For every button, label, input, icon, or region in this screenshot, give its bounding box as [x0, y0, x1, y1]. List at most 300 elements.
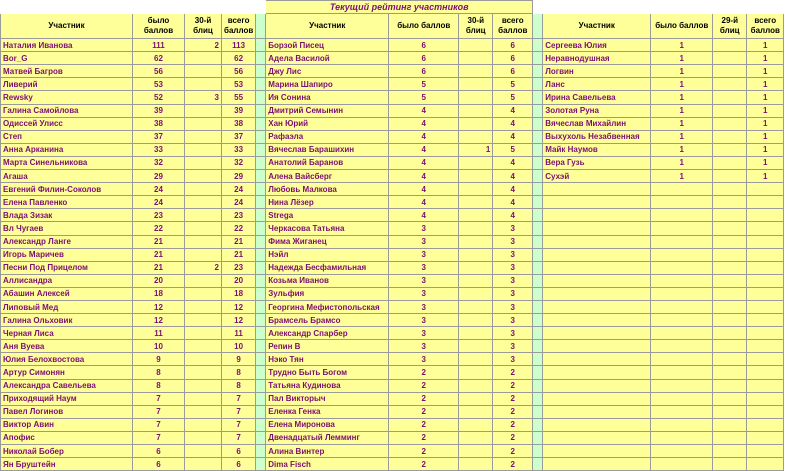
participant-name: Неравнодушная	[543, 52, 651, 65]
previous-points: 5	[389, 78, 459, 91]
previous-points: 4	[389, 209, 459, 222]
previous-points: 2	[389, 379, 459, 392]
column-separator	[533, 300, 543, 313]
blitz-points	[459, 196, 493, 209]
blitz-points	[459, 274, 493, 287]
blitz-points: 2	[185, 261, 222, 274]
previous-points	[651, 379, 713, 392]
previous-points: 3	[389, 300, 459, 313]
previous-points: 21	[133, 261, 185, 274]
column-separator	[256, 14, 266, 39]
blitz-points	[185, 445, 222, 458]
participant-name: Нэко Тян	[266, 353, 389, 366]
previous-points	[651, 366, 713, 379]
table-row	[1, 431, 784, 444]
blitz-points	[713, 314, 747, 327]
participant-name: Артур Симонян	[1, 366, 133, 379]
previous-points	[651, 405, 713, 418]
table-row	[1, 261, 784, 274]
blitz-points	[459, 248, 493, 261]
blitz-points	[185, 78, 222, 91]
column-separator	[533, 209, 543, 222]
participant-name: Одиссей Улисс	[1, 117, 133, 130]
participant-name	[543, 222, 651, 235]
participant-name: Евгений Филин-Соколов	[1, 183, 133, 196]
blitz-points	[185, 327, 222, 340]
blitz-points	[713, 366, 747, 379]
total-points: 4	[493, 170, 533, 183]
blitz-points	[713, 183, 747, 196]
participant-name: Дмитрий Семынин	[266, 104, 389, 117]
participant-name: Козьма Иванов	[266, 274, 389, 287]
column-separator	[256, 379, 266, 392]
table-row	[1, 170, 784, 183]
column-separator	[533, 353, 543, 366]
previous-points: 3	[389, 274, 459, 287]
participant-name: Еленка Генка	[266, 405, 389, 418]
blitz-points	[185, 183, 222, 196]
blitz-points	[459, 104, 493, 117]
table-row	[1, 235, 784, 248]
table-row	[1, 445, 784, 458]
previous-points: 62	[133, 52, 185, 65]
column-separator	[533, 78, 543, 91]
total-points: 18	[222, 287, 256, 300]
previous-points: 12	[133, 314, 185, 327]
blitz-points	[713, 274, 747, 287]
blitz-points	[185, 156, 222, 169]
participant-name: Хан Юрий	[266, 117, 389, 130]
previous-points: 1	[651, 117, 713, 130]
total-points: 8	[222, 366, 256, 379]
blitz-points	[185, 170, 222, 183]
blitz-points	[713, 431, 747, 444]
participant-name: Степ	[1, 130, 133, 143]
blitz-points	[713, 209, 747, 222]
column-separator	[533, 366, 543, 379]
blitz-points	[459, 300, 493, 313]
participant-name	[543, 340, 651, 353]
total-points: 3	[493, 261, 533, 274]
blitz-points	[185, 405, 222, 418]
total-points: 1	[747, 130, 784, 143]
header-total-points: всего баллов	[222, 14, 256, 39]
previous-points: 2	[389, 366, 459, 379]
participant-name: Нэйл	[266, 248, 389, 261]
table-row	[1, 287, 784, 300]
total-points: 7	[222, 405, 256, 418]
previous-points: 39	[133, 104, 185, 117]
blitz-points	[185, 65, 222, 78]
blitz-points	[713, 39, 747, 52]
table-row	[1, 392, 784, 405]
blitz-points	[185, 143, 222, 156]
participant-name: Bor_G	[1, 52, 133, 65]
column-separator	[256, 431, 266, 444]
blitz-points	[185, 117, 222, 130]
previous-points: 2	[389, 445, 459, 458]
participant-name: Татьяна Кудинова	[266, 379, 389, 392]
blitz-points	[185, 353, 222, 366]
participant-name	[543, 392, 651, 405]
participant-name: Ирина Савельева	[543, 91, 651, 104]
total-points: 32	[222, 156, 256, 169]
participant-name: Анна Арканина	[1, 143, 133, 156]
header-row	[1, 14, 784, 39]
blitz-points	[459, 183, 493, 196]
total-points	[747, 300, 784, 313]
blitz-points	[185, 104, 222, 117]
total-points: 1	[747, 117, 784, 130]
previous-points: 24	[133, 183, 185, 196]
previous-points: 1	[651, 52, 713, 65]
previous-points: 3	[389, 248, 459, 261]
column-separator	[256, 78, 266, 91]
blitz-points	[185, 196, 222, 209]
table-row	[1, 340, 784, 353]
column-separator	[533, 379, 543, 392]
participant-name: Черная Лиса	[1, 327, 133, 340]
blitz-points	[713, 392, 747, 405]
total-points: 2	[493, 445, 533, 458]
blitz-points	[459, 78, 493, 91]
participant-name	[543, 379, 651, 392]
blitz-points	[713, 300, 747, 313]
previous-points: 23	[133, 209, 185, 222]
column-separator	[533, 235, 543, 248]
column-separator	[533, 287, 543, 300]
previous-points: 7	[133, 418, 185, 431]
participant-name: Георгина Мефистопольская	[266, 300, 389, 313]
column-separator	[256, 52, 266, 65]
total-points: 24	[222, 183, 256, 196]
column-separator	[533, 261, 543, 274]
total-points	[747, 353, 784, 366]
blitz-points	[185, 366, 222, 379]
previous-points: 32	[133, 156, 185, 169]
total-points: 8	[222, 379, 256, 392]
previous-points: 3	[389, 287, 459, 300]
blitz-points	[713, 65, 747, 78]
previous-points: 9	[133, 353, 185, 366]
column-separator	[533, 248, 543, 261]
blitz-points: 3	[185, 91, 222, 104]
column-separator	[533, 405, 543, 418]
total-points: 1	[747, 104, 784, 117]
blitz-points	[713, 52, 747, 65]
previous-points: 3	[389, 235, 459, 248]
column-separator	[256, 300, 266, 313]
previous-points: 1	[651, 65, 713, 78]
participant-name	[543, 274, 651, 287]
total-points: 1	[747, 78, 784, 91]
previous-points: 4	[389, 183, 459, 196]
participant-name: Ланс	[543, 78, 651, 91]
total-points: 11	[222, 327, 256, 340]
previous-points: 29	[133, 170, 185, 183]
participant-name: Алина Винтер	[266, 445, 389, 458]
blitz-points	[713, 458, 747, 471]
blitz-points	[459, 52, 493, 65]
previous-points	[651, 418, 713, 431]
participant-name	[543, 366, 651, 379]
previous-points	[651, 392, 713, 405]
total-points: 2	[493, 392, 533, 405]
previous-points: 2	[389, 458, 459, 471]
participant-name	[543, 248, 651, 261]
previous-points: 20	[133, 274, 185, 287]
total-points	[747, 431, 784, 444]
table-row	[1, 327, 784, 340]
blitz-points	[185, 222, 222, 235]
previous-points: 4	[389, 170, 459, 183]
previous-points: 3	[389, 340, 459, 353]
previous-points: 4	[389, 130, 459, 143]
column-separator	[533, 65, 543, 78]
total-points: 6	[493, 39, 533, 52]
blitz-points	[185, 314, 222, 327]
total-points: 1	[747, 39, 784, 52]
previous-points: 3	[389, 261, 459, 274]
column-separator	[533, 117, 543, 130]
participant-name: Ливерий	[1, 78, 133, 91]
participant-name: Липовый Мед	[1, 300, 133, 313]
blitz-points	[713, 170, 747, 183]
column-separator	[256, 340, 266, 353]
total-points: 3	[493, 314, 533, 327]
participant-name: Приходящий Наум	[1, 392, 133, 405]
previous-points	[651, 183, 713, 196]
column-separator	[533, 104, 543, 117]
header-participant: Участник	[1, 14, 133, 39]
column-separator	[533, 222, 543, 235]
total-points: 4	[493, 104, 533, 117]
participant-name: Сухэй	[543, 170, 651, 183]
column-separator	[533, 445, 543, 458]
previous-points: 1	[651, 170, 713, 183]
blitz-points	[713, 340, 747, 353]
blitz-points	[459, 209, 493, 222]
blitz-points	[713, 91, 747, 104]
participant-name: Галина Ольховик	[1, 314, 133, 327]
participant-name: Адела Василой	[266, 52, 389, 65]
previous-points: 1	[651, 143, 713, 156]
total-points: 4	[493, 130, 533, 143]
participant-name: Александра Савельева	[1, 379, 133, 392]
participant-name: Аня Вуева	[1, 340, 133, 353]
blitz-points	[713, 261, 747, 274]
participant-name	[543, 209, 651, 222]
blitz-points	[713, 130, 747, 143]
total-points: 2	[493, 405, 533, 418]
blitz-points	[459, 156, 493, 169]
participant-name: Вячеслав Михайлин	[543, 117, 651, 130]
total-points: 1	[747, 170, 784, 183]
total-points	[747, 261, 784, 274]
previous-points: 8	[133, 379, 185, 392]
header-participant: Участник	[543, 14, 651, 39]
column-separator	[256, 248, 266, 261]
total-points	[747, 379, 784, 392]
participant-name: Трудно Быть Богом	[266, 366, 389, 379]
previous-points: 7	[133, 392, 185, 405]
participant-name: Вера Гузь	[543, 156, 651, 169]
blitz-points	[459, 458, 493, 471]
table-row	[1, 104, 784, 117]
participant-name	[543, 458, 651, 471]
total-points: 5	[493, 78, 533, 91]
blitz-points	[459, 379, 493, 392]
total-points	[747, 274, 784, 287]
blitz-points	[713, 405, 747, 418]
table-row	[1, 405, 784, 418]
blitz-points: 2	[185, 39, 222, 52]
previous-points: 6	[389, 39, 459, 52]
total-points: 2	[493, 418, 533, 431]
blitz-points	[185, 300, 222, 313]
participant-name: Галина Самойлова	[1, 104, 133, 117]
table-row	[1, 274, 784, 287]
column-separator	[533, 156, 543, 169]
table-row	[1, 117, 784, 130]
column-separator	[256, 222, 266, 235]
header-total-points: всего баллов	[747, 14, 784, 39]
table-row	[1, 366, 784, 379]
blitz-points	[713, 104, 747, 117]
table-row	[1, 196, 784, 209]
participant-name: Черкасова Татьяна	[266, 222, 389, 235]
total-points: 3	[493, 287, 533, 300]
participant-name	[543, 235, 651, 248]
blitz-points	[185, 52, 222, 65]
blitz-points	[713, 196, 747, 209]
header-blitz: 30-й блиц	[185, 14, 222, 39]
participant-name	[543, 183, 651, 196]
total-points	[747, 209, 784, 222]
total-points: 3	[493, 353, 533, 366]
blitz-points	[459, 405, 493, 418]
total-points: 21	[222, 235, 256, 248]
participant-name	[543, 261, 651, 274]
header-previous-points: было баллов	[133, 14, 185, 39]
total-points: 9	[222, 353, 256, 366]
column-separator	[256, 458, 266, 471]
participant-name: Двенадцатый Лемминг	[266, 431, 389, 444]
blitz-points	[713, 143, 747, 156]
previous-points	[651, 274, 713, 287]
total-points: 2	[493, 366, 533, 379]
participant-name: Александр Спарбер	[266, 327, 389, 340]
previous-points	[651, 314, 713, 327]
total-points	[747, 366, 784, 379]
total-points: 3	[493, 235, 533, 248]
column-separator	[533, 431, 543, 444]
previous-points: 5	[389, 91, 459, 104]
total-points: 3	[493, 274, 533, 287]
previous-points: 38	[133, 117, 185, 130]
participant-name: Юлия Белохвостова	[1, 353, 133, 366]
table-row	[1, 39, 784, 52]
participant-name: Вячеслав Барашихин	[266, 143, 389, 156]
total-points: 6	[222, 445, 256, 458]
column-separator	[256, 183, 266, 196]
column-separator	[256, 91, 266, 104]
total-points	[747, 196, 784, 209]
participant-name: Фима Жиганец	[266, 235, 389, 248]
participant-name: Пал Викторыч	[266, 392, 389, 405]
column-separator	[533, 91, 543, 104]
participant-name: Зульфия	[266, 287, 389, 300]
participant-name: Strega	[266, 209, 389, 222]
previous-points: 1	[651, 104, 713, 117]
previous-points: 2	[389, 431, 459, 444]
total-points	[747, 222, 784, 235]
previous-points: 1	[651, 91, 713, 104]
total-points: 4	[493, 156, 533, 169]
column-separator	[256, 274, 266, 287]
header-blitz: 30-й блиц	[459, 14, 493, 39]
blitz-points	[713, 379, 747, 392]
total-points: 2	[493, 458, 533, 471]
previous-points: 53	[133, 78, 185, 91]
column-separator	[256, 235, 266, 248]
table-row	[1, 353, 784, 366]
previous-points: 56	[133, 65, 185, 78]
previous-points: 8	[133, 366, 185, 379]
column-separator	[256, 445, 266, 458]
column-separator	[256, 353, 266, 366]
table-row	[1, 65, 784, 78]
blitz-points	[459, 431, 493, 444]
total-points: 1	[747, 156, 784, 169]
blitz-points	[185, 235, 222, 248]
blitz-points	[459, 340, 493, 353]
participant-name: Марина Шапиро	[266, 78, 389, 91]
blitz-points	[459, 314, 493, 327]
total-points: 2	[493, 379, 533, 392]
blitz-points	[713, 156, 747, 169]
column-separator	[256, 392, 266, 405]
total-points	[747, 183, 784, 196]
table-row	[1, 418, 784, 431]
previous-points: 6	[389, 65, 459, 78]
participant-name: Апофис	[1, 431, 133, 444]
blitz-points	[713, 418, 747, 431]
total-points: 113	[222, 39, 256, 52]
column-separator	[256, 287, 266, 300]
participant-name: Золотая Руна	[543, 104, 651, 117]
previous-points: 1	[651, 39, 713, 52]
table-row	[1, 248, 784, 261]
blitz-points	[459, 91, 493, 104]
blitz-points	[459, 287, 493, 300]
previous-points	[651, 235, 713, 248]
blitz-points	[459, 222, 493, 235]
column-separator	[256, 261, 266, 274]
column-separator	[256, 405, 266, 418]
participant-name: Влада Зизак	[1, 209, 133, 222]
previous-points: 6	[133, 445, 185, 458]
previous-points	[651, 445, 713, 458]
blitz-points	[459, 261, 493, 274]
participant-name: Виктор Авин	[1, 418, 133, 431]
previous-points: 111	[133, 39, 185, 52]
previous-points: 6	[389, 52, 459, 65]
blitz-points	[459, 327, 493, 340]
previous-points	[651, 196, 713, 209]
participant-name: Павел Логинов	[1, 405, 133, 418]
total-points: 3	[493, 222, 533, 235]
